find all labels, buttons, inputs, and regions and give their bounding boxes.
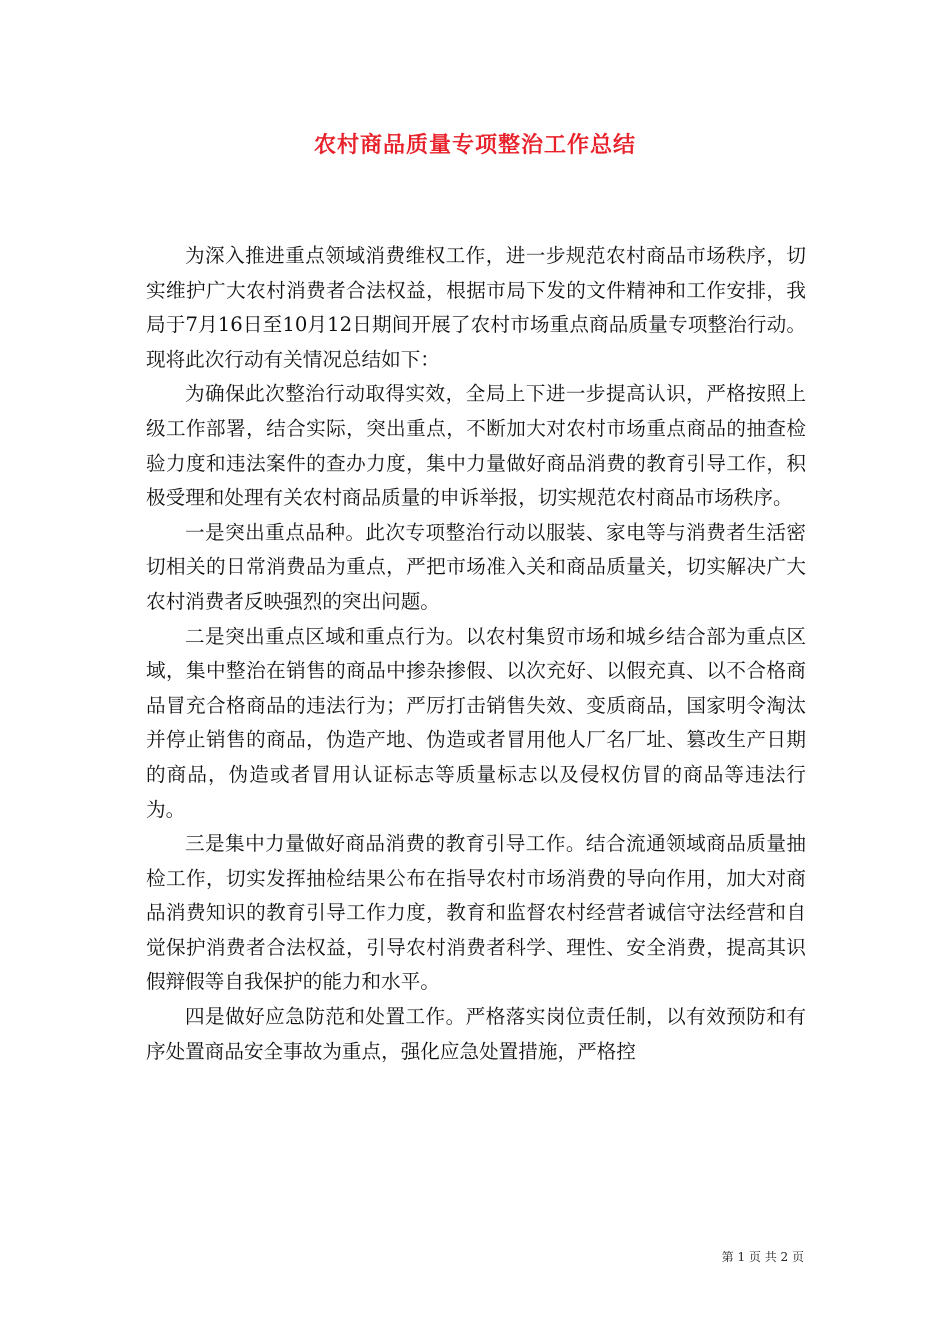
paragraph-overview: 为确保此次整治行动取得实效，全局上下进一步提高认识，严格按照上级工作部署，结合实际，突出重点，不断加大对农村市场重点商品的抽查检验力度和违法案件的查办力度，集中力量做好商品消费的教育引导工作，积极受理和处理有关农村商品质量的申诉举报，切实规范农村商品市场秩序。 xyxy=(146,382,806,510)
paragraph-point-3: 三是集中力量做好商品消费的教育引导工作。结合流通领域商品质量抽检工作，切实发挥抽检结果公布在指导农村市场消费的导向作用，加大对商品消费知识的教育引导工作力度，教育和监督农村经营者诚信守法经营和自觉保护消费者合法权益，引导农村消费者科学、理性、安全消费，提高其识假辩假等自我保护的能力和水平。 xyxy=(146,832,806,994)
paragraph-intro: 为深入推进重点领域消费维权工作，进一步规范农村商品市场秩序，切实维护广大农村消费者合法权益，根据市局下发的文件精神和工作安排，我局于7月16日至10月12日期间开展了农村市场重点商品质量专项整治行动。现将此次行动有关情况总结如下： xyxy=(146,244,806,371)
paragraph-point-1: 一是突出重点品种。此次专项整治行动以服装、家电等与消费者生活密切相关的日常消费品为重点，严把市场准入关和商品质量关，切实解决广大农村消费者反映强烈的突出问题。 xyxy=(146,520,806,613)
document-body xyxy=(146,239,806,1069)
paragraph-point-2: 二是突出重点区域和重点行为。以农村集贸市场和城乡结合部为重点区域，集中整治在销售的商品中掺杂掺假、以次充好、以假充真、以不合格商品冒充合格商品的违法行为；严厉打击销售失效、变质商品，国家明令淘汰并停止销售的商品，伪造产地、伪造或者冒用他人厂名厂址、篡改生产日期的商品，伪造或者冒用认证标志等质量标志以及侵权仿冒的商品等违法行为。 xyxy=(146,624,806,821)
page-number: 第 1 页 共 2 页 xyxy=(721,1250,804,1264)
document-title: 农村商品质量专项整治工作总结 xyxy=(313,132,636,158)
paragraph-point-4: 四是做好应急防范和处置工作。严格落实岗位责任制，以有效预防和有序处置商品安全事故为重点，强化应急处置措施，严格控 xyxy=(146,1005,806,1063)
